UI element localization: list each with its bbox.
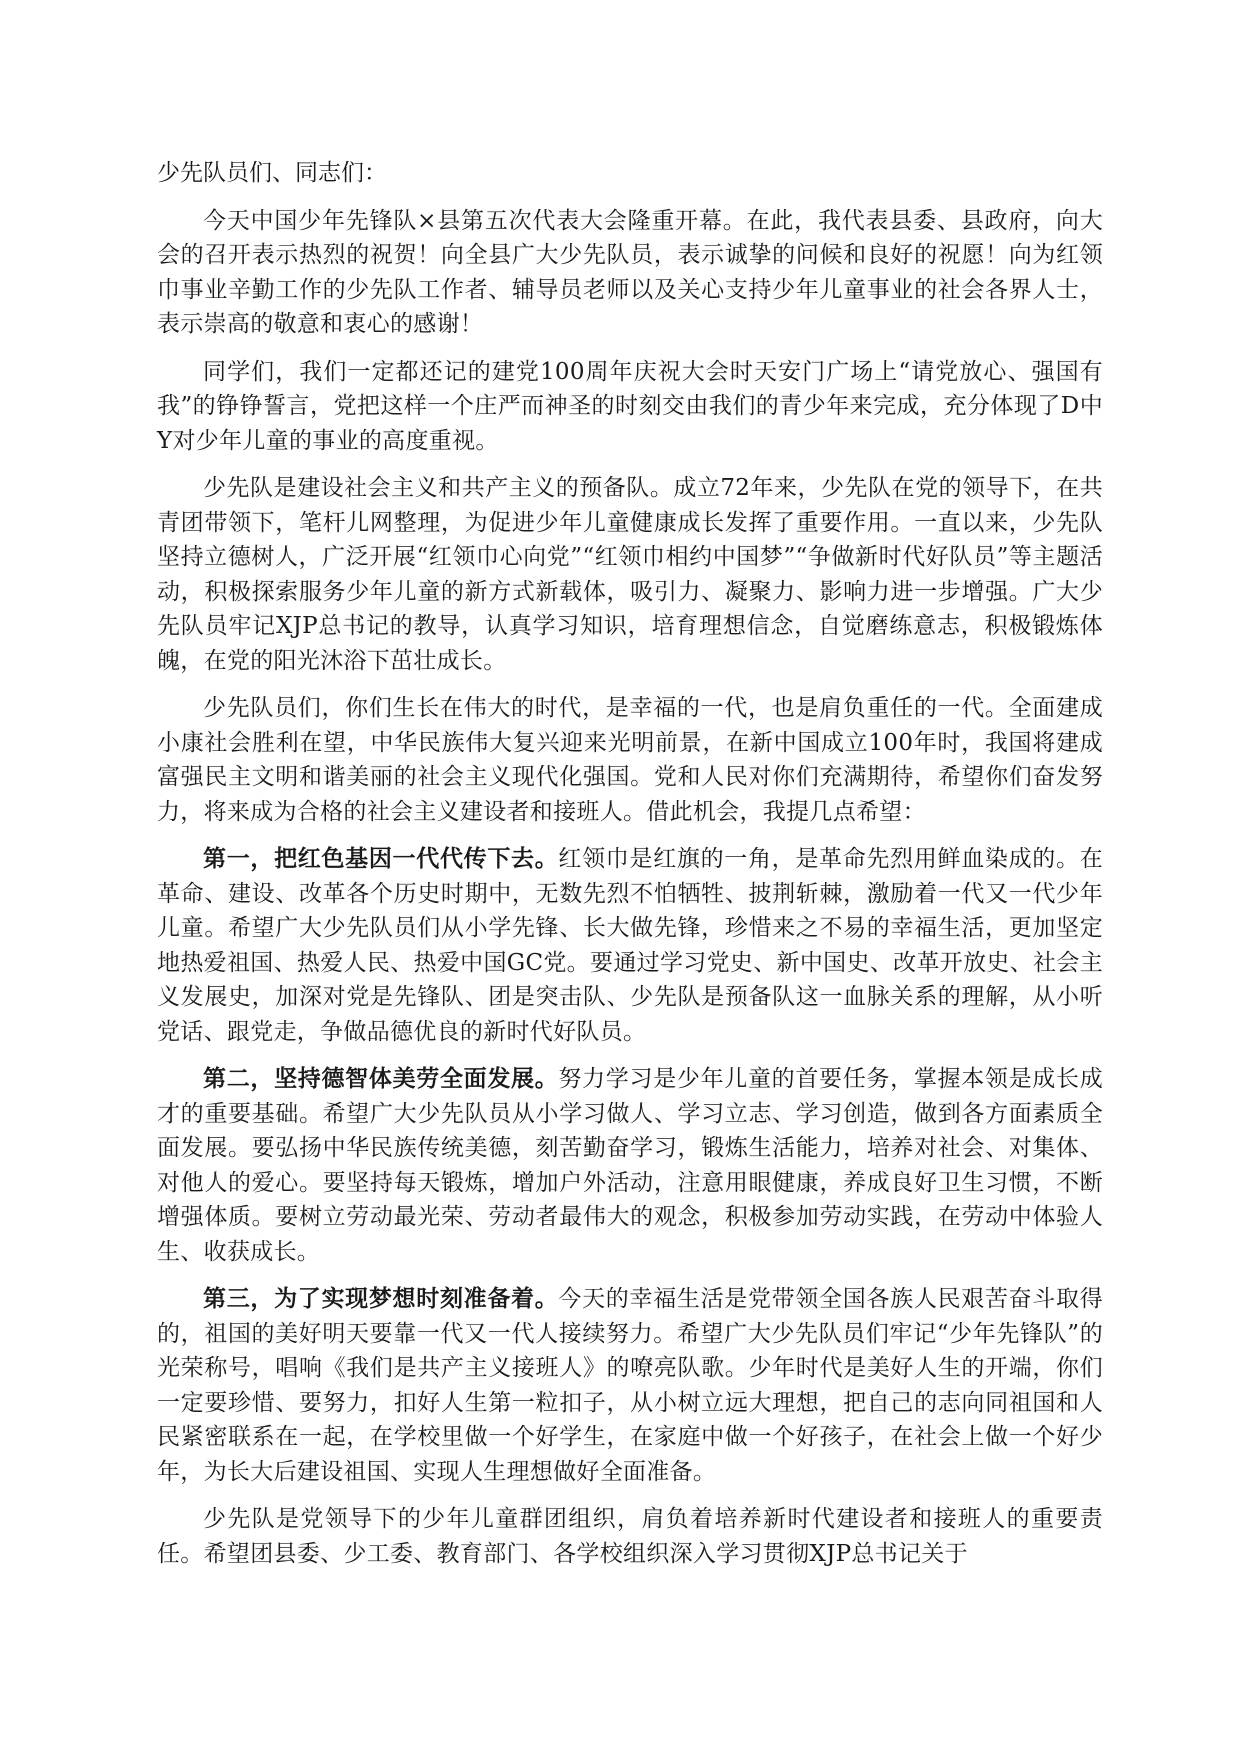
paragraph-text: 少先队员们，你们生长在伟大的时代，是幸福的一代，也是肩负重任的一代。全面建成小康社会胜利在望，中华民族伟大复兴迎来光明前景，在新中国成立100年时，我国将建成富强民主文明和谐美丽的社会主义现代化强国。党和人民对你们充满期待，希望你们奋发努力，将来成为合格的社会主义建设者和接班人。借此机会，我提几点希望： — [157, 695, 1103, 825]
paragraph-text: 同学们，我们一定都还记的建党100周年庆祝大会时天安门广场上“请党放心、强国有我”的铮铮誓言，党把这样一个庄严而神圣的时刻交由我们的青少年来完成，充分体现了D中Y对少年儿童的事业的高度重视。 — [157, 358, 1103, 454]
paragraph-lead: 第二，坚持德智体美劳全面发展。 — [203, 1065, 559, 1092]
salutation: 少先队员们、同志们： — [157, 160, 387, 186]
document-page — [157, 156, 1103, 1584]
paragraph-text: 少先队是建设社会主义和共产主义的预备队。成立72年来，少先队在党的领导下，在共青团带领下，笔杆儿网整理，为促进少年儿童健康成长发挥了重要作用。一直以来，少先队坚持立德树人，广泛开展“红领巾心向党”“红领巾相约中国梦”“争做新时代好队员”等主题活动，积极探索服务少年儿童的新方式新载体，吸引力、凝聚力、影响力进一步增强。广大少先队员牢记XJP总书记的教导，认真学习知识，培育理想信念，自觉磨练意志，积极锻炼体魄，在党的阳光沐浴下茁壮成长。 — [157, 475, 1103, 674]
paragraph-expectations — [157, 691, 1103, 829]
paragraph-centenary — [157, 355, 1103, 459]
paragraph-lead: 第一，把红色基因一代代传下去。 — [203, 845, 559, 872]
paragraph-second-hope — [157, 1062, 1103, 1269]
paragraph-opening — [157, 204, 1103, 342]
paragraph-organization — [157, 1502, 1103, 1571]
paragraph-lead: 第三，为了实现梦想时刻准备着。 — [203, 1285, 559, 1312]
paragraph-text: 红领巾是红旗的一角，是革命先烈用鲜血染成的。在革命、建设、改革各个历史时期中，无数先烈不怕牺牲、披荆斩棘，激励着一代又一代少年儿童。希望广大少先队员们从小学先锋、长大做先锋，珍惜来之不易的幸福生活，更加坚定地热爱祖国、热爱人民、热爱中国GC党。要通过学习党史、新中国史、改革开放史、社会主义发展史，加深对党是先锋队、团是突击队、少先队是预备队这一血脉关系的理解，从小听党话、跟党走，争做品德优良的新时代好队员。 — [157, 846, 1103, 1045]
paragraph-text: 少先队是党领导下的少年儿童群团组织，肩负着培养新时代建设者和接班人的重要责任。希望团县委、少工委、教育部门、各学校组织深入学习贯彻XJP总书记关于 — [157, 1506, 1103, 1567]
paragraph-third-hope — [157, 1282, 1103, 1489]
paragraph-text: 今天的幸福生活是党带领全国各族人民艰苦奋斗取得的，祖国的美好明天要靠一代又一代人接续努力。希望广大少先队员们牢记“少年先锋队”的光荣称号，唱响《我们是共产主义接班人》的嘹亮队歌。少年时代是美好人生的开端，你们一定要珍惜、要努力，扣好人生第一粒扣子，从小树立远大理想，把自己的志向同祖国和人民紧密联系在一起，在学校里做一个好学生，在家庭中做一个好孩子，在社会上做一个好少年，为长大后建设祖国、实现人生理想做好全面准备。 — [157, 1286, 1103, 1485]
paragraph-pioneers-history — [157, 471, 1103, 678]
paragraph-text: 今天中国少年先锋队×县第五次代表大会隆重开幕。在此，我代表县委、县政府，向大会的召开表示热烈的祝贺！向全县广大少先队员，表示诚挚的问候和良好的祝愿！向为红领巾事业辛勤工作的少先队工作者、辅导员老师以及关心支持少年儿童事业的社会各界人士，表示崇高的敬意和衷心的感谢！ — [157, 207, 1103, 337]
paragraph-first-hope — [157, 842, 1103, 1049]
paragraph-text: 努力学习是少年儿童的首要任务，掌握本领是成长成才的重要基础。希望广大少先队员从小学习做人、学习立志、学习创造，做到各方面素质全面发展。要弘扬中华民族传统美德，刻苦勤奋学习，锻炼生活能力，培养对社会、对集体、对他人的爱心。要坚持每天锻炼，增加户外活动，注意用眼健康，养成良好卫生习惯，不断增强体质。要树立劳动最光荣、劳动者最伟大的观念，积极参加劳动实践，在劳动中体验人生、收获成长。 — [157, 1066, 1103, 1265]
